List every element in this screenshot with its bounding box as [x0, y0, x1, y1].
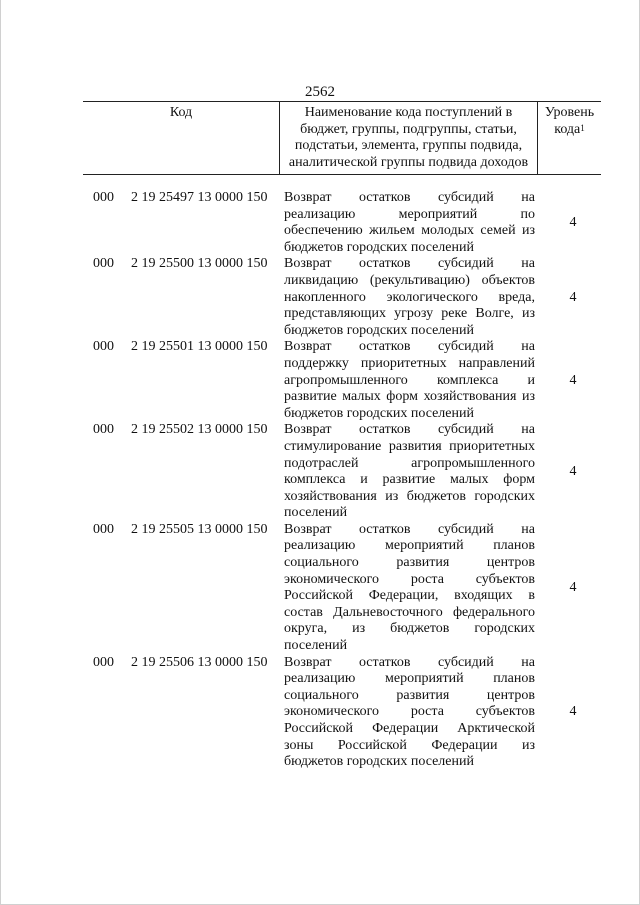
- admin-code: 000: [93, 521, 114, 537]
- budget-code: 2 19 25502 13 0000 150: [131, 422, 268, 438]
- income-name-line: Возврат остатков субсидий на: [284, 654, 535, 670]
- admin-code: 000: [93, 190, 114, 205]
- admin-code: 000: [93, 256, 114, 272]
- income-name-line: ликвидацию (рекультивацию) объектов: [284, 272, 535, 288]
- income-name-line: реализацию мероприятий планов: [284, 538, 535, 554]
- income-name: [284, 655, 535, 771]
- header-name-line: подстатьи, элемента, группы подвида,: [294, 138, 523, 153]
- income-name-line: представляющих угрозу реке Волге, из: [284, 306, 535, 322]
- income-name: [284, 256, 535, 339]
- header-name-line: аналитической группы подвида доходов: [288, 154, 529, 170]
- income-name-line: социального развития центров: [284, 555, 535, 571]
- header-name: [280, 102, 538, 174]
- header-name-line: Наименование кода поступлений в: [304, 105, 513, 120]
- income-name-line: накопленного экологического вреда,: [284, 289, 535, 305]
- header-level-line: Уровень: [544, 105, 595, 120]
- income-name-line: реализацию мероприятий планов: [284, 671, 535, 687]
- level-value: 4: [569, 704, 577, 720]
- level-value: 4: [569, 372, 577, 388]
- level-value: 4: [569, 214, 577, 230]
- header-level: [538, 102, 601, 174]
- income-name: [284, 522, 535, 655]
- income-name-line: поддержку приоритетных направлений: [284, 355, 535, 371]
- income-name-line: хозяйствования из бюджетов городских: [284, 488, 535, 504]
- header-name-line: бюджет, группы, подгруппы, статьи,: [300, 121, 517, 137]
- table-row: [0, 190, 640, 256]
- income-name: [284, 339, 535, 422]
- income-name-line: стимулирование развития приоритетных: [284, 438, 535, 454]
- budget-code: 2 19 25500 13 0000 150: [131, 256, 268, 272]
- admin-code: 000: [93, 339, 114, 355]
- header-level-word: кода: [554, 121, 581, 137]
- income-name-line: Возврат остатков субсидий на: [284, 422, 535, 438]
- income-name-line: Возврат остатков субсидий на: [284, 256, 535, 272]
- income-name-line: подотраслей агропромышленного: [284, 455, 535, 471]
- page-number: 2562: [305, 84, 335, 100]
- table-body: [0, 190, 640, 771]
- income-name-line: бюджетов городских поселений: [284, 405, 474, 421]
- income-name-line: состав Дальневосточного федерального: [284, 604, 535, 620]
- table-row: [0, 256, 640, 339]
- income-name-line: зоны Российской Федерации из: [284, 737, 535, 753]
- income-name-line: бюджетов городских поселений: [284, 239, 474, 255]
- table-row: [0, 339, 640, 422]
- income-name-line: экономического роста субъектов: [284, 571, 535, 587]
- income-name-line: реализацию мероприятий по: [284, 206, 535, 222]
- admin-code: 000: [93, 422, 114, 438]
- income-name-line: развитие малых форм хозяйствования из: [284, 389, 535, 405]
- header-code: [83, 102, 280, 174]
- income-name-line: бюджетов городских поселений: [284, 322, 474, 338]
- income-name-line: округа, из бюджетов городских: [284, 621, 535, 637]
- income-name-line: обеспечению жильем молодых семей из: [284, 223, 535, 239]
- income-name-line: экономического роста субъектов: [284, 704, 535, 720]
- table-header: [83, 101, 601, 175]
- budget-code: 2 19 25497 13 0000 150: [131, 190, 268, 205]
- income-name-line: поселений: [284, 638, 348, 654]
- table-row: [0, 655, 640, 771]
- income-name-line: комплекса и развитие малых форм: [284, 472, 535, 488]
- income-name: [284, 190, 535, 256]
- budget-code: 2 19 25506 13 0000 150: [131, 654, 268, 670]
- income-name-line: Возврат остатков субсидий на: [284, 190, 535, 205]
- footnote-marker: 1: [580, 122, 585, 133]
- income-name-line: Российской Федерации, входящих в: [284, 588, 535, 604]
- level-value: 4: [569, 289, 577, 305]
- header-level-line: [538, 122, 601, 139]
- income-name-line: Возврат остатков субсидий на: [284, 339, 535, 355]
- budget-code: 2 19 25505 13 0000 150: [131, 521, 268, 537]
- header-code-label: Код: [169, 105, 193, 120]
- income-name: [284, 422, 535, 522]
- income-name-line: бюджетов городских поселений: [284, 754, 474, 770]
- income-name-line: социального развития центров: [284, 687, 535, 703]
- level-value: 4: [569, 579, 577, 595]
- income-name-line: Возврат остатков субсидий на: [284, 521, 535, 537]
- budget-code: 2 19 25501 13 0000 150: [131, 339, 268, 355]
- level-value: 4: [569, 463, 577, 479]
- income-name-line: Российской Федерации Арктической: [284, 721, 535, 736]
- income-name-line: агропромышленного комплекса и: [284, 372, 535, 388]
- table-row: [0, 422, 640, 522]
- income-name-line: поселений: [284, 505, 348, 521]
- table-row: [0, 522, 640, 655]
- admin-code: 000: [93, 654, 114, 670]
